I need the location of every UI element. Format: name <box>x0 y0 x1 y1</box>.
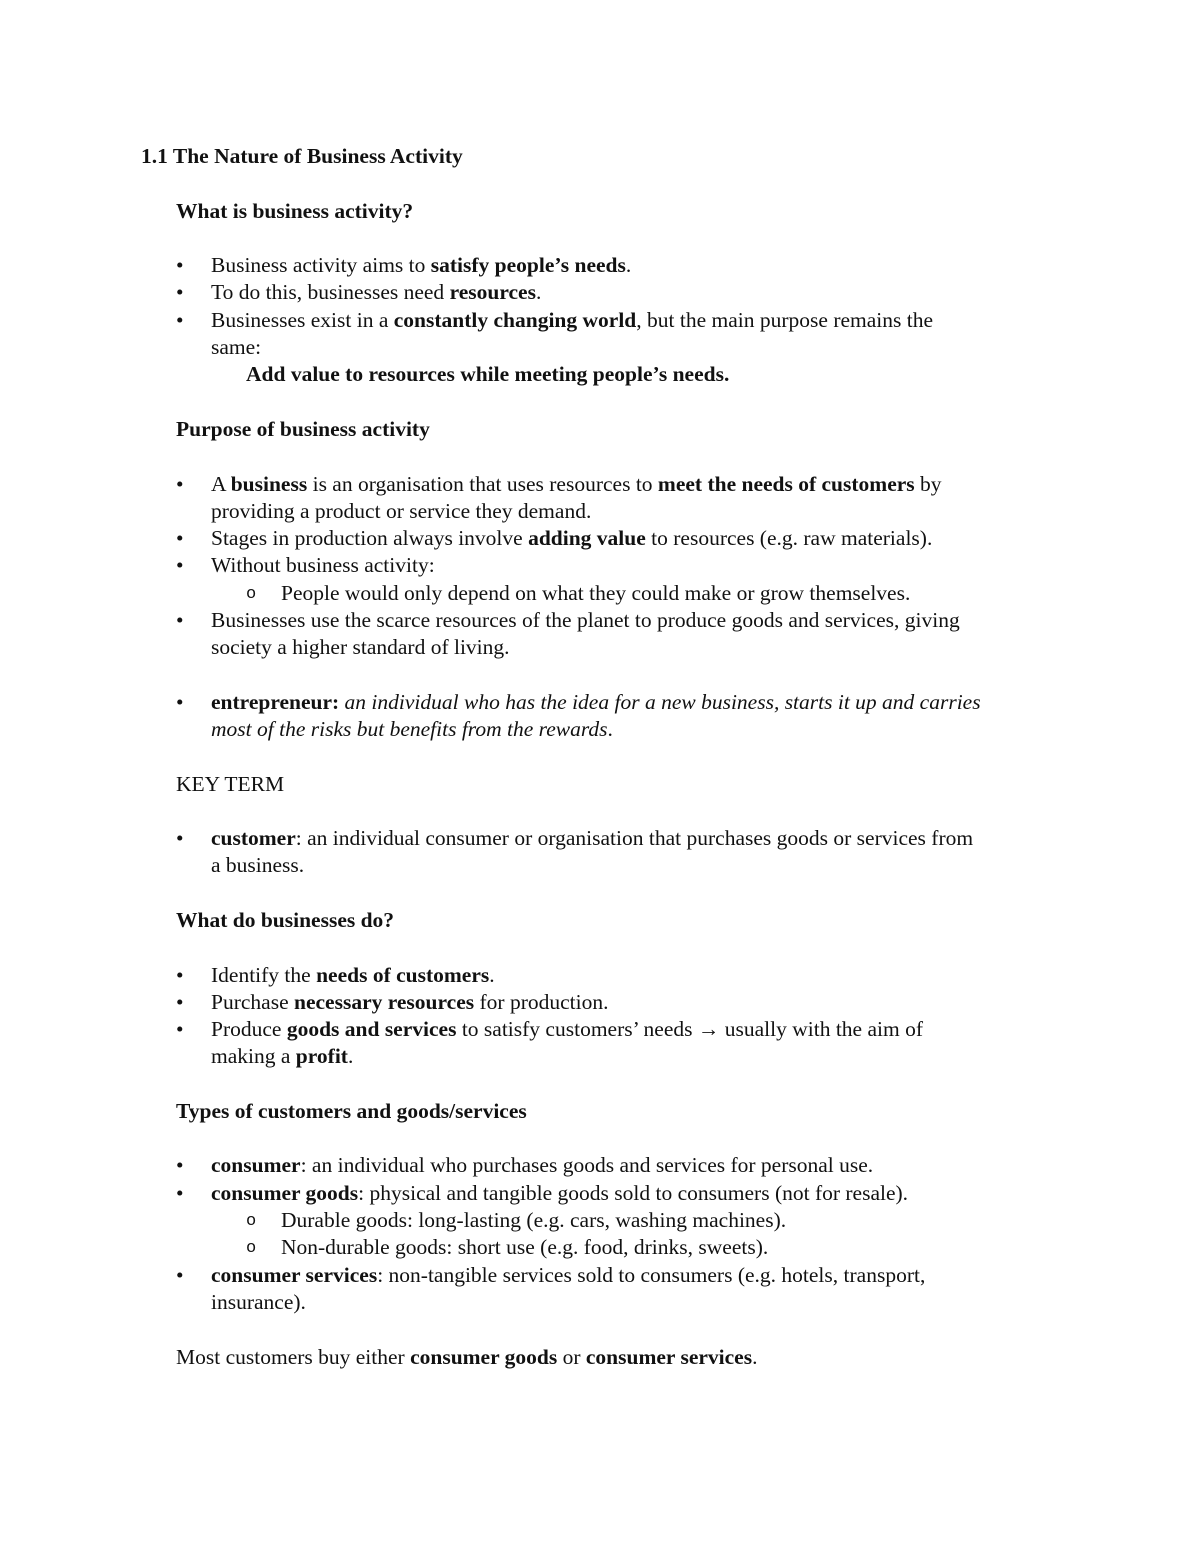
text: Durable goods: long-lasting (e.g. cars, washing machines). <box>281 1208 787 1232</box>
text: to satisfy customers’ needs → usually with the aim of <box>456 1017 923 1041</box>
definition-text: : an individual who purchases goods and services for personal use. <box>300 1153 874 1177</box>
text: . <box>347 1044 354 1068</box>
text: People would only depend on what they could make or grow themselves. <box>281 581 911 605</box>
emphasis-statement: Add value to resources while meeting people’s needs. <box>246 362 730 386</box>
bullet-icon: • <box>176 990 184 1014</box>
text: by <box>914 472 942 496</box>
bullet-icon: • <box>176 553 184 577</box>
text: Non-durable goods: short use (e.g. food, drinks, sweets). <box>281 1235 769 1259</box>
sub-bullet-icon: o <box>246 1239 257 1258</box>
bullet-icon: • <box>176 826 184 850</box>
bold-text: goods and services <box>286 1017 457 1041</box>
bold-text: consumer services <box>585 1345 753 1369</box>
text: . <box>752 1345 758 1369</box>
definition-text: an individual who has the idea for a new business, starts it up and carries <box>339 690 981 714</box>
heading-what-is-business-activity: What is business activity? <box>176 199 414 223</box>
text: . <box>535 280 542 304</box>
bold-text: constantly changing world <box>393 308 637 332</box>
bullet-icon: • <box>176 472 184 496</box>
text: insurance). <box>211 1290 306 1314</box>
bold-text: business <box>230 472 308 496</box>
text: Businesses exist in a <box>211 308 394 332</box>
text: Without business activity: <box>211 553 435 577</box>
definition-text: : physical and tangible goods sold to consumers (not for resale). <box>358 1181 909 1205</box>
text: providing a product or service they demand. <box>211 499 592 523</box>
term: consumer goods <box>211 1181 359 1205</box>
term: entrepreneur: <box>211 690 340 714</box>
page-title: 1.1 The Nature of Business Activity <box>141 144 463 168</box>
bold-text: consumer goods <box>410 1345 558 1369</box>
text: for production. <box>474 990 609 1014</box>
term: consumer <box>211 1153 301 1177</box>
bullet-icon: • <box>176 608 184 632</box>
bold-text: necessary resources <box>294 990 475 1014</box>
bullet-icon: • <box>176 253 184 277</box>
bullet-icon: • <box>176 1263 184 1287</box>
text: Stages in production always involve <box>211 526 529 550</box>
key-term-heading: KEY TERM <box>176 772 285 796</box>
bullet-icon: • <box>176 1153 184 1177</box>
term: consumer services <box>211 1263 378 1287</box>
bullet-icon: • <box>176 1017 184 1041</box>
text: To do this, businesses need <box>211 280 450 304</box>
heading-what-do-businesses-do: What do businesses do? <box>176 908 395 932</box>
definition-text: : an individual consumer or organisation that purchases goods or services from <box>295 826 974 850</box>
bold-text: profit <box>295 1044 348 1068</box>
bold-text: meet the needs of customers <box>657 472 915 496</box>
text: Business activity aims to <box>211 253 431 277</box>
heading-types-of-customers: Types of customers and goods/services <box>176 1099 527 1123</box>
bullet-icon: • <box>176 280 184 304</box>
definition-text: : non-tangible services sold to consumers (e.g. hotels, transport, <box>377 1263 926 1287</box>
bullet-icon: • <box>176 526 184 550</box>
sub-bullet-icon: o <box>246 1212 257 1231</box>
bullet-icon: • <box>176 690 184 714</box>
text: society a higher standard of living. <box>211 635 510 659</box>
bold-text: satisfy people’s needs <box>430 253 626 277</box>
text: a business. <box>211 853 305 877</box>
text: or <box>557 1345 586 1369</box>
text: A <box>211 472 231 496</box>
text: . <box>489 963 495 987</box>
bullet-icon: • <box>176 308 184 332</box>
text: , but the main purpose remains the <box>636 308 934 332</box>
text: Most customers buy either <box>176 1345 411 1369</box>
text: Produce <box>211 1017 287 1041</box>
text: same: <box>211 335 262 359</box>
heading-purpose-of-business-activity: Purpose of business activity <box>176 417 430 441</box>
closing-statement <box>176 1344 757 1371</box>
bold-text: adding value <box>528 526 646 550</box>
text: is an organisation that uses resources to <box>307 472 658 496</box>
text: making a <box>211 1044 296 1068</box>
bold-text: needs of customers <box>316 963 490 987</box>
text: . <box>607 717 613 741</box>
bullet-icon: • <box>176 1181 184 1205</box>
text: Businesses use the scarce resources of the planet to produce goods and services, giving <box>211 608 960 632</box>
text: Purchase <box>211 990 294 1014</box>
text: . <box>625 253 632 277</box>
text: to resources (e.g. raw materials). <box>645 526 933 550</box>
definition-text: most of the risks but benefits from the rewards <box>211 717 608 741</box>
sub-bullet-icon: o <box>246 585 257 604</box>
bold-text: resources <box>449 280 536 304</box>
text: Identify the <box>211 963 317 987</box>
bullet-icon: • <box>176 963 184 987</box>
term: customer <box>211 826 296 850</box>
